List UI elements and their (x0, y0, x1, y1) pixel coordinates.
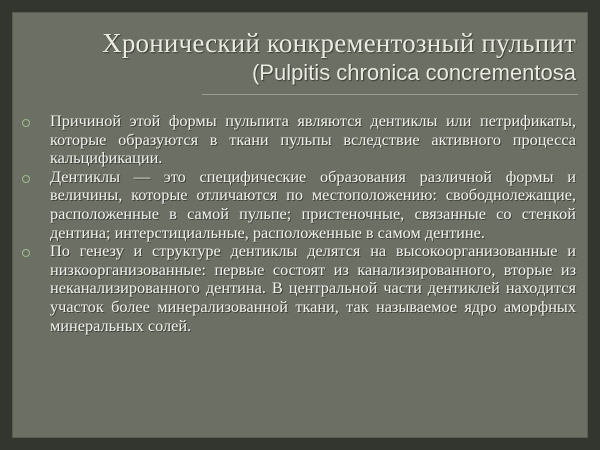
title-divider (202, 94, 578, 95)
bullet-item (20, 168, 576, 242)
bullet-item (20, 112, 576, 168)
slide (12, 12, 588, 438)
slide-subtitle: (Pulpitis chronica concrementosa (251, 60, 576, 85)
bullet-text: Дентиклы — это специфические образования различной формы и величины, которые отличаются по местоположению: свободнолежащие, расположенные в самой пульпе; пристеночные, связанные со стенкой дентина; интерстициальные, расположенные в самом дентине. (50, 166, 576, 242)
bullet-list (20, 112, 576, 335)
circle-bullet-icon (22, 119, 30, 127)
title-block (12, 28, 576, 87)
bullet-text: По генезу и структуре дентиклы делятся на высокоорганизованные и низкоорганизованные: первые состоят из канализированного, вторые из неканализированного дентина. В центральной части дентиклей находится участок более минерализованной ткани, так называемое ядро аморфных минеральных солей. (50, 241, 576, 335)
circle-bullet-icon (22, 249, 30, 257)
slide-title: Хронический конкрементозный пульпит (102, 28, 576, 58)
bullet-text: Причиной этой формы пульпита являются дентиклы или петрификаты, которые образуются в ткани пульпы вследствие активного процесса кальцификации. (50, 111, 576, 168)
bullet-item (20, 242, 576, 335)
circle-bullet-icon (22, 175, 30, 183)
